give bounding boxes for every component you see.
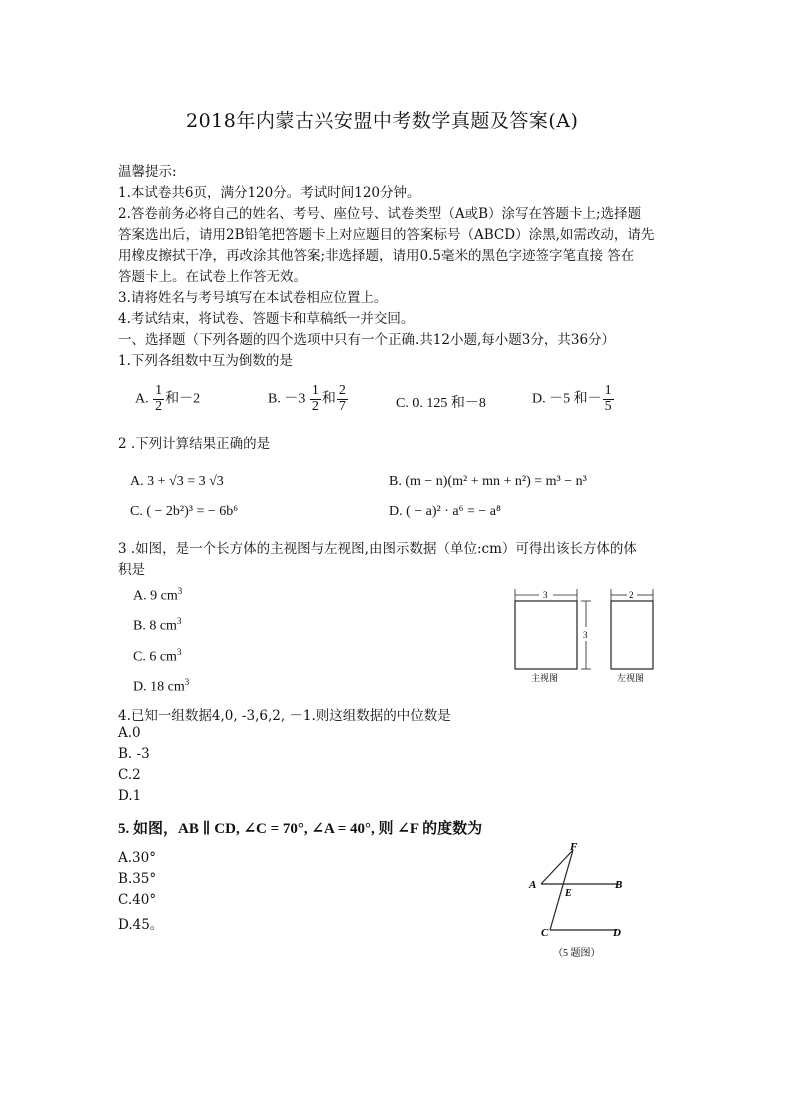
label-b: B xyxy=(615,879,623,891)
front-view-caption: 主视图 xyxy=(531,673,559,683)
side-width-label: 2 xyxy=(629,590,634,600)
notice-item-2-cont-3: 答题卡上。在试卷上作答无效。 xyxy=(118,269,307,285)
notice-item-2-cont-1: 答案选出后，请用2B铅笔把答题卡上对应题目的答案标号（ABCD）涂黑,如需改动，请先 xyxy=(118,227,655,243)
notice-item-2: 2.答卷前务必将自己的姓名、考号、座位号、试卷类型（A或B）涂写在答题卡上;选择题 xyxy=(118,206,642,222)
front-width-label: 3 xyxy=(543,590,548,600)
q4-option-d: D.1 xyxy=(118,788,142,804)
q1-option-d: D. －5 和－ $\frac{1}{5}$ xyxy=(532,383,612,414)
side-view-rect xyxy=(611,601,653,669)
label-a: A xyxy=(529,879,537,891)
q3-figure xyxy=(505,585,680,685)
label-c: C xyxy=(541,927,549,939)
q1-option-c: C. 0. 125 和－8 xyxy=(396,396,486,411)
q2-option-a: A. 3 + √3 = 3 √3 xyxy=(130,474,224,489)
q3-stem-line-1: 3 .如图，是一个长方体的主视图与左视图,由图示数据（单位:cm）可得出该长方体的体 xyxy=(118,541,637,557)
q5-option-a: A.30° xyxy=(118,850,156,866)
q3-option-d: D. 18 $cm^3$ xyxy=(133,677,190,695)
q3-option-c: C. 6 $cm^3$ xyxy=(133,647,182,665)
q1-option-a: A. $\frac{1}{2}$ 和－2 xyxy=(135,383,201,414)
q4-option-a: A.0 xyxy=(118,725,141,741)
side-view-caption: 左视图 xyxy=(617,673,645,683)
q1-option-b: B. －3 $\frac{1}{2}$ 和 $\frac{2}{7}$ xyxy=(268,383,346,414)
q5-option-c: C.40° xyxy=(118,892,157,908)
q2-option-d: D. ( − a)² · a⁶ = − a⁸ xyxy=(389,504,501,519)
front-view-rect xyxy=(515,601,577,669)
notice-item-3: 3.请将姓名与考号填写在本试卷相应位置上。 xyxy=(118,290,388,306)
q1-stem: 1.下列各组数中互为倒数的是 xyxy=(118,353,293,369)
section-heading: 一、选择题（下列各题的四个选项中只有一个正确.共12小题,每小题3分，共36分） xyxy=(118,332,616,348)
q2-option-b: B. (m − n)(m² + mn + n²) = m³ − n³ xyxy=(389,474,587,489)
notice-item-1: 1.本试卷共6页，满分120分。考试时间120分钟。 xyxy=(118,185,421,201)
label-e: E xyxy=(565,888,572,899)
q3-option-a: A. 9 $cm^3$ xyxy=(133,586,183,604)
notice-item-4: 4.考试结束，将试卷、答题卡和草稿纸一并交回。 xyxy=(118,311,415,327)
q3-option-b: B. 8 $cm^3$ xyxy=(133,616,182,634)
q5-figure xyxy=(525,838,635,963)
label-d: D xyxy=(613,927,621,939)
q5-option-b: B.35° xyxy=(118,871,157,887)
q4-option-c: C.2 xyxy=(118,767,141,783)
front-height-label: 3 xyxy=(583,630,588,640)
q4-option-b: B. -3 xyxy=(118,746,150,762)
page-title: 2018年内蒙古兴安盟中考数学真题及答案(A) xyxy=(186,110,579,132)
q5-stem: 5. 如图，AB ∥ CD, ∠C = 70°, ∠A = 40°, 则 ∠F 的度数为 xyxy=(118,821,483,837)
q2-option-c: C. ( − 2b²)³ = − 6b⁶ xyxy=(130,504,239,519)
label-f: F xyxy=(570,841,578,853)
notice-heading: 温馨提示: xyxy=(118,164,177,180)
q5-figure-caption: （5 题图） xyxy=(553,948,601,959)
notice-item-2-cont-2: 用橡皮擦拭干净，再改涂其他答案;非选择题，请用0.5毫米的黑色字迹签字笔直接 答在 xyxy=(118,248,635,264)
q3-stem-line-2: 积是 xyxy=(118,562,145,578)
q2-stem: 2 .下列计算结果正确的是 xyxy=(118,436,271,452)
q4-stem: 4.已知一组数据4,0, -3,6,2, －1.则这组数据的中位数是 xyxy=(118,708,451,724)
q5-option-d: D.45。 xyxy=(118,917,164,933)
